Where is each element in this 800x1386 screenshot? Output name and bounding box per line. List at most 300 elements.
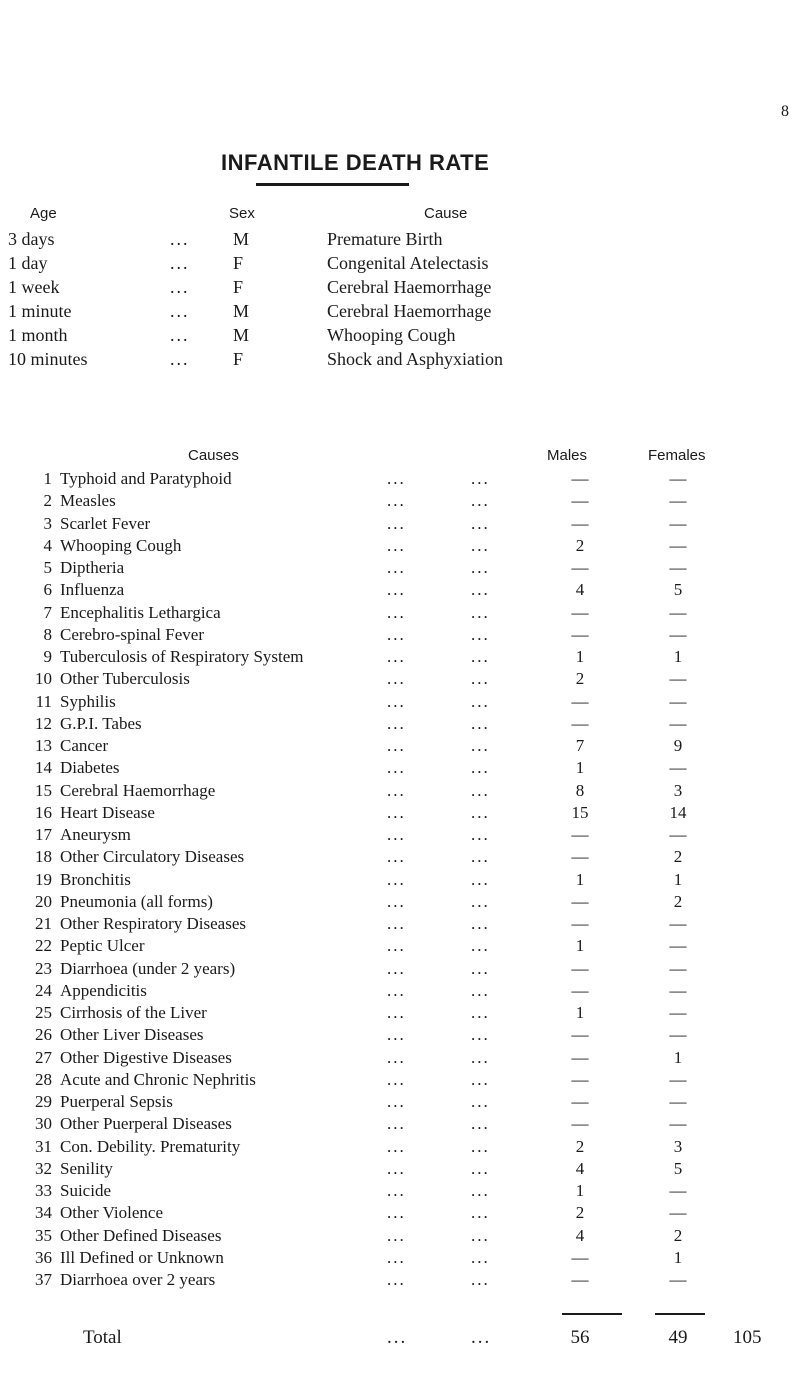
cause-number: 28 bbox=[35, 1069, 52, 1089]
cause-number: 37 bbox=[35, 1270, 52, 1289]
leader-dots: ... bbox=[471, 1181, 490, 1200]
cause-label: Scarlet Fever bbox=[60, 513, 151, 533]
leader-dots: ... bbox=[387, 1136, 406, 1156]
cause-number: 15 bbox=[35, 780, 52, 800]
cause-females: 2 bbox=[673, 1225, 683, 1245]
cause-females: — bbox=[669, 624, 687, 644]
cause-row bbox=[0, 714, 800, 738]
cause-row bbox=[0, 1203, 800, 1227]
cause-males: — bbox=[571, 1047, 589, 1067]
cause-number: 7 bbox=[43, 602, 52, 622]
leader-dots: ... bbox=[471, 847, 490, 867]
cause-males: 1 bbox=[575, 647, 585, 666]
leader-dots: ... bbox=[387, 825, 406, 844]
cause-number: 23 bbox=[35, 958, 52, 978]
leader-dots: ... bbox=[387, 1158, 406, 1178]
cause-number: 5 bbox=[43, 558, 52, 577]
leader-dots: ... bbox=[471, 558, 490, 577]
leader-dots: ... bbox=[387, 1270, 406, 1289]
cause-row bbox=[0, 1159, 800, 1183]
cause-row bbox=[0, 959, 800, 983]
cause-label: Other Digestive Diseases bbox=[60, 1047, 232, 1067]
cause-label: Other Liver Diseases bbox=[60, 1025, 204, 1045]
title-underline bbox=[256, 183, 409, 186]
cause-males: — bbox=[571, 958, 589, 978]
infant-sex: M bbox=[233, 325, 250, 345]
leader-dots: ... bbox=[387, 758, 406, 778]
cause-label: Other Circulatory Diseases bbox=[60, 847, 245, 867]
cause-males: 1 bbox=[575, 758, 585, 778]
cause-males: 4 bbox=[575, 1158, 585, 1178]
grand-total: 105 bbox=[733, 1327, 762, 1348]
leader-dots: ... bbox=[471, 936, 490, 956]
leader-dots: ... bbox=[471, 1047, 490, 1067]
cause-number: 27 bbox=[35, 1047, 52, 1067]
cause-row bbox=[0, 580, 800, 604]
cause-males: — bbox=[571, 513, 589, 533]
cause-males: — bbox=[571, 825, 589, 844]
cause-row bbox=[0, 514, 800, 538]
infant-table-row bbox=[0, 349, 800, 377]
cause-number: 31 bbox=[35, 1136, 52, 1156]
cause-label: Diptheria bbox=[60, 558, 125, 577]
total-males: 56 bbox=[570, 1327, 590, 1348]
cause-label: Acute and Chronic Nephritis bbox=[60, 1069, 256, 1089]
leader-dots: ... bbox=[387, 1203, 406, 1223]
cause-row bbox=[0, 558, 800, 582]
leader-dots: ... bbox=[471, 891, 490, 911]
leader-dots: ... bbox=[471, 736, 490, 755]
cause-row bbox=[0, 536, 800, 560]
leader-dots: ... bbox=[471, 602, 490, 622]
leader-dots: ... bbox=[387, 958, 406, 978]
cause-row bbox=[0, 1226, 800, 1250]
leader-dots: ... bbox=[471, 1247, 490, 1267]
cause-males: 4 bbox=[575, 580, 585, 600]
cause-males: 4 bbox=[575, 1225, 585, 1245]
leader-dots: ... bbox=[387, 513, 406, 533]
cause-row bbox=[0, 981, 800, 1005]
cause-females: 3 bbox=[673, 780, 683, 800]
cause-label: Other Tuberculosis bbox=[60, 669, 190, 689]
leader-dots: ... bbox=[471, 1136, 490, 1156]
leader-dots: ... bbox=[387, 469, 406, 488]
cause-males: 2 bbox=[575, 1136, 585, 1156]
leader-dots: ... bbox=[387, 624, 406, 644]
infant-age: 10 minutes bbox=[8, 349, 88, 369]
leader-dots: ... bbox=[387, 669, 406, 689]
cause-females: 1 bbox=[673, 1247, 683, 1267]
cause-females: 2 bbox=[673, 847, 683, 867]
cause-row bbox=[0, 669, 800, 693]
cause-females: — bbox=[669, 1181, 687, 1200]
cause-label: Senility bbox=[60, 1158, 113, 1178]
cause-row bbox=[0, 692, 800, 716]
cause-row bbox=[0, 1025, 800, 1049]
cause-females: — bbox=[669, 936, 687, 956]
page-number: 8 bbox=[781, 103, 789, 120]
cause-number: 26 bbox=[35, 1025, 52, 1045]
cause-label: Typhoid and Paratyphoid bbox=[60, 469, 232, 488]
leader-dots: ... bbox=[387, 1069, 406, 1089]
leader-dots: ... bbox=[387, 780, 406, 800]
leader-dots: ... bbox=[387, 558, 406, 577]
cause-males: 15 bbox=[571, 802, 589, 822]
infant-age: 1 week bbox=[8, 277, 60, 297]
leader-dots: ... bbox=[471, 691, 490, 711]
leader-dots: ... bbox=[387, 736, 406, 755]
leader-dots: ... bbox=[170, 325, 190, 345]
cause-number: 21 bbox=[35, 914, 52, 933]
infant-age: 3 days bbox=[8, 229, 55, 249]
leader-dots: ... bbox=[471, 669, 490, 689]
cause-females: — bbox=[669, 1270, 687, 1289]
cause-males: 2 bbox=[575, 1203, 585, 1223]
cause-number: 36 bbox=[35, 1247, 52, 1267]
cause-row bbox=[0, 1248, 800, 1272]
cause-row bbox=[0, 491, 800, 515]
cause-number: 35 bbox=[35, 1225, 52, 1245]
cause-females: — bbox=[669, 914, 687, 933]
cause-label: Ill Defined or Unknown bbox=[60, 1247, 224, 1267]
cause-row bbox=[0, 781, 800, 805]
cause-females: — bbox=[669, 669, 687, 689]
cause-number: 13 bbox=[35, 736, 52, 755]
infant-cause: Congenital Atelectasis bbox=[327, 253, 489, 273]
cause-row bbox=[0, 625, 800, 649]
cause-males: — bbox=[571, 914, 589, 933]
cause-males: 2 bbox=[575, 669, 585, 689]
cause-number: 34 bbox=[35, 1203, 52, 1223]
causes-header-label: Causes bbox=[188, 447, 239, 464]
cause-label: Aneurysm bbox=[60, 825, 131, 844]
cause-label: Other Respiratory Diseases bbox=[60, 914, 247, 933]
total-dots-2: ... bbox=[471, 1327, 492, 1348]
cause-females: — bbox=[669, 825, 687, 844]
cause-females: 1 bbox=[673, 1047, 683, 1067]
leader-dots: ... bbox=[471, 1203, 490, 1223]
leader-dots: ... bbox=[387, 936, 406, 956]
cause-row bbox=[0, 1048, 800, 1072]
infant-cause: Cerebral Haemorrhage bbox=[327, 277, 492, 297]
cause-males: — bbox=[571, 1270, 589, 1289]
leader-dots: ... bbox=[471, 1092, 490, 1111]
leader-dots: ... bbox=[471, 802, 490, 822]
cause-males: — bbox=[571, 847, 589, 867]
cause-females: — bbox=[669, 691, 687, 711]
cause-females: — bbox=[669, 958, 687, 978]
cause-label: Appendicitis bbox=[60, 980, 147, 1000]
cause-row bbox=[0, 736, 800, 760]
cause-label: Cirrhosis of the Liver bbox=[60, 1003, 207, 1022]
cause-number: 32 bbox=[35, 1158, 52, 1178]
cause-label: Peptic Ulcer bbox=[60, 936, 145, 956]
infant-sex: F bbox=[233, 253, 244, 273]
leader-dots: ... bbox=[387, 713, 406, 733]
leader-dots: ... bbox=[471, 1114, 490, 1134]
cause-females: 5 bbox=[673, 1158, 683, 1178]
cause-males: 7 bbox=[575, 736, 585, 755]
cause-label: Diarrhoea (under 2 years) bbox=[60, 958, 236, 978]
cause-number: 25 bbox=[35, 1003, 52, 1022]
cause-number: 10 bbox=[35, 669, 52, 689]
leader-dots: ... bbox=[471, 914, 490, 933]
cause-males: — bbox=[571, 1069, 589, 1089]
cause-row bbox=[0, 469, 800, 493]
cause-label: Tuberculosis of Respiratory System bbox=[60, 647, 304, 666]
cause-males: 2 bbox=[575, 535, 585, 555]
cause-males: — bbox=[571, 491, 589, 511]
cause-label: Diabetes bbox=[60, 758, 120, 778]
cause-row bbox=[0, 758, 800, 782]
total-dots-1: ... bbox=[387, 1327, 408, 1348]
cause-number: 4 bbox=[43, 535, 52, 555]
infant-header-age: Age bbox=[30, 205, 57, 222]
cause-females: — bbox=[669, 1092, 687, 1111]
causes-header-males: Males bbox=[547, 447, 588, 464]
cause-number: 9 bbox=[43, 647, 52, 666]
infant-cause: Cerebral Haemorrhage bbox=[327, 301, 492, 321]
cause-males: 1 bbox=[575, 1003, 585, 1022]
leader-dots: ... bbox=[471, 869, 490, 889]
cause-females: 1 bbox=[673, 869, 683, 889]
cause-row bbox=[0, 914, 800, 938]
leader-dots: ... bbox=[387, 1225, 406, 1245]
cause-label: Pneumonia (all forms) bbox=[60, 891, 213, 911]
infant-age: 1 month bbox=[8, 325, 68, 345]
cause-males: 1 bbox=[575, 936, 585, 956]
cause-row bbox=[0, 1070, 800, 1094]
leader-dots: ... bbox=[387, 1092, 406, 1111]
infant-sex: F bbox=[233, 349, 244, 369]
leader-dots: ... bbox=[471, 580, 490, 600]
cause-males: — bbox=[571, 1025, 589, 1045]
cause-row bbox=[0, 892, 800, 916]
cause-males: — bbox=[571, 602, 589, 622]
cause-label: Other Violence bbox=[60, 1203, 163, 1223]
leader-dots: ... bbox=[471, 1003, 490, 1022]
cause-number: 12 bbox=[35, 713, 52, 733]
leader-dots: ... bbox=[471, 780, 490, 800]
infant-age: 1 minute bbox=[8, 301, 72, 321]
infant-age: 1 day bbox=[8, 253, 48, 273]
cause-number: 1 bbox=[43, 469, 52, 488]
leader-dots: ... bbox=[387, 802, 406, 822]
cause-females: — bbox=[669, 513, 687, 533]
cause-males: — bbox=[571, 1247, 589, 1267]
cause-row bbox=[0, 1137, 800, 1161]
page-title: INFANTILE DEATH RATE bbox=[221, 150, 490, 175]
infant-cause: Shock and Asphyxiation bbox=[327, 349, 503, 369]
cause-number: 8 bbox=[43, 624, 52, 644]
leader-dots: ... bbox=[387, 869, 406, 889]
leader-dots: ... bbox=[471, 1270, 490, 1289]
leader-dots: ... bbox=[387, 847, 406, 867]
cause-males: — bbox=[571, 624, 589, 644]
cause-row bbox=[0, 847, 800, 871]
cause-females: 9 bbox=[673, 736, 683, 755]
leader-dots: ... bbox=[387, 1247, 406, 1267]
cause-number: 19 bbox=[35, 869, 52, 889]
leader-dots: ... bbox=[387, 914, 406, 933]
leader-dots: ... bbox=[471, 958, 490, 978]
cause-row bbox=[0, 1270, 800, 1294]
total-rule-males bbox=[562, 1313, 622, 1315]
cause-number: 29 bbox=[35, 1092, 52, 1111]
leader-dots: ... bbox=[387, 1025, 406, 1045]
leader-dots: ... bbox=[387, 980, 406, 1000]
cause-label: Influenza bbox=[60, 580, 125, 600]
total-row bbox=[0, 1327, 800, 1353]
leader-dots: ... bbox=[387, 535, 406, 555]
leader-dots: ... bbox=[471, 491, 490, 511]
leader-dots: ... bbox=[170, 229, 190, 249]
cause-males: 1 bbox=[575, 869, 585, 889]
cause-number: 17 bbox=[35, 825, 52, 844]
cause-number: 22 bbox=[35, 936, 52, 956]
leader-dots: ... bbox=[387, 1003, 406, 1022]
cause-males: — bbox=[571, 691, 589, 711]
leader-dots: ... bbox=[471, 713, 490, 733]
cause-females: — bbox=[669, 1114, 687, 1134]
cause-label: Other Puerperal Diseases bbox=[60, 1114, 232, 1134]
cause-label: Con. Debility. Prematurity bbox=[60, 1136, 241, 1156]
cause-number: 2 bbox=[43, 491, 52, 511]
cause-number: 3 bbox=[43, 513, 52, 533]
leader-dots: ... bbox=[471, 1025, 490, 1045]
cause-females: — bbox=[669, 1025, 687, 1045]
cause-females: — bbox=[669, 1069, 687, 1089]
cause-males: — bbox=[571, 1114, 589, 1134]
infant-sex: M bbox=[233, 301, 250, 321]
cause-label: Cerebral Haemorrhage bbox=[60, 780, 216, 800]
cause-label: Puerperal Sepsis bbox=[60, 1092, 173, 1111]
cause-label: Encephalitis Lethargica bbox=[60, 602, 221, 622]
leader-dots: ... bbox=[471, 1069, 490, 1089]
cause-row bbox=[0, 870, 800, 894]
leader-dots: ... bbox=[387, 891, 406, 911]
infant-header-sex: Sex bbox=[229, 205, 255, 222]
leader-dots: ... bbox=[387, 691, 406, 711]
cause-females: 5 bbox=[673, 580, 683, 600]
infant-sex: F bbox=[233, 277, 244, 297]
cause-row bbox=[0, 1092, 800, 1116]
cause-row bbox=[0, 603, 800, 627]
cause-number: 33 bbox=[35, 1181, 52, 1200]
leader-dots: ... bbox=[471, 758, 490, 778]
cause-females: — bbox=[669, 980, 687, 1000]
cause-number: 14 bbox=[35, 758, 52, 778]
cause-males: — bbox=[571, 1092, 589, 1111]
cause-males: — bbox=[571, 713, 589, 733]
leader-dots: ... bbox=[170, 349, 190, 369]
leader-dots: ... bbox=[471, 825, 490, 844]
leader-dots: ... bbox=[387, 1114, 406, 1134]
cause-label: Suicide bbox=[60, 1181, 111, 1200]
total-females: 49 bbox=[668, 1327, 688, 1348]
cause-males: 8 bbox=[575, 780, 585, 800]
leader-dots: ... bbox=[387, 580, 406, 600]
cause-label: Cancer bbox=[60, 736, 109, 755]
leader-dots: ... bbox=[471, 535, 490, 555]
leader-dots: ... bbox=[170, 253, 190, 273]
cause-label: Bronchitis bbox=[60, 869, 131, 889]
cause-males: — bbox=[571, 980, 589, 1000]
cause-females: — bbox=[669, 491, 687, 511]
cause-label: Other Defined Diseases bbox=[60, 1225, 222, 1245]
cause-females: 1 bbox=[673, 647, 683, 666]
total-rule-females bbox=[655, 1313, 705, 1315]
cause-females: — bbox=[669, 602, 687, 622]
leader-dots: ... bbox=[471, 624, 490, 644]
cause-females: 14 bbox=[669, 802, 687, 822]
cause-females: — bbox=[669, 469, 687, 488]
cause-row bbox=[0, 1114, 800, 1138]
infant-cause: Premature Birth bbox=[327, 229, 443, 249]
cause-males: — bbox=[571, 558, 589, 577]
cause-label: Syphilis bbox=[60, 691, 116, 711]
infant-cause: Whooping Cough bbox=[327, 325, 456, 345]
cause-row bbox=[0, 825, 800, 849]
leader-dots: ... bbox=[387, 1047, 406, 1067]
cause-number: 30 bbox=[35, 1114, 52, 1134]
cause-females: 3 bbox=[673, 1136, 683, 1156]
cause-row bbox=[0, 647, 800, 671]
cause-number: 18 bbox=[35, 847, 52, 867]
leader-dots: ... bbox=[387, 491, 406, 511]
cause-females: — bbox=[669, 758, 687, 778]
cause-label: Heart Disease bbox=[60, 802, 155, 822]
cause-females: 2 bbox=[673, 891, 683, 911]
cause-females: — bbox=[669, 713, 687, 733]
cause-number: 16 bbox=[35, 802, 52, 822]
cause-label: Diarrhoea over 2 years bbox=[60, 1270, 216, 1289]
cause-label: Cerebro-spinal Fever bbox=[60, 624, 204, 644]
cause-row bbox=[0, 803, 800, 827]
leader-dots: ... bbox=[471, 469, 490, 488]
cause-females: — bbox=[669, 558, 687, 577]
leader-dots: ... bbox=[170, 277, 190, 297]
leader-dots: ... bbox=[471, 1158, 490, 1178]
leader-dots: ... bbox=[387, 1181, 406, 1200]
cause-males: — bbox=[571, 891, 589, 911]
leader-dots: ... bbox=[387, 647, 406, 666]
cause-females: — bbox=[669, 1003, 687, 1022]
leader-dots: ... bbox=[471, 647, 490, 666]
cause-label: Measles bbox=[60, 491, 116, 511]
leader-dots: ... bbox=[471, 1225, 490, 1245]
cause-females: — bbox=[669, 1203, 687, 1223]
cause-number: 11 bbox=[35, 691, 52, 711]
cause-number: 6 bbox=[43, 580, 52, 600]
total-label: Total bbox=[83, 1327, 122, 1348]
cause-number: 24 bbox=[35, 980, 52, 1000]
leader-dots: ... bbox=[471, 513, 490, 533]
cause-females: — bbox=[669, 535, 687, 555]
leader-dots: ... bbox=[170, 301, 190, 321]
cause-label: Whooping Cough bbox=[60, 535, 182, 555]
cause-males: — bbox=[571, 469, 589, 488]
leader-dots: ... bbox=[471, 980, 490, 1000]
leader-dots: ... bbox=[387, 602, 406, 622]
cause-row bbox=[0, 936, 800, 960]
causes-header-females: Females bbox=[648, 447, 706, 464]
cause-males: 1 bbox=[575, 1181, 585, 1200]
cause-label: G.P.I. Tabes bbox=[60, 713, 142, 733]
cause-number: 20 bbox=[35, 891, 52, 911]
cause-row bbox=[0, 1181, 800, 1205]
infant-sex: M bbox=[233, 229, 250, 249]
